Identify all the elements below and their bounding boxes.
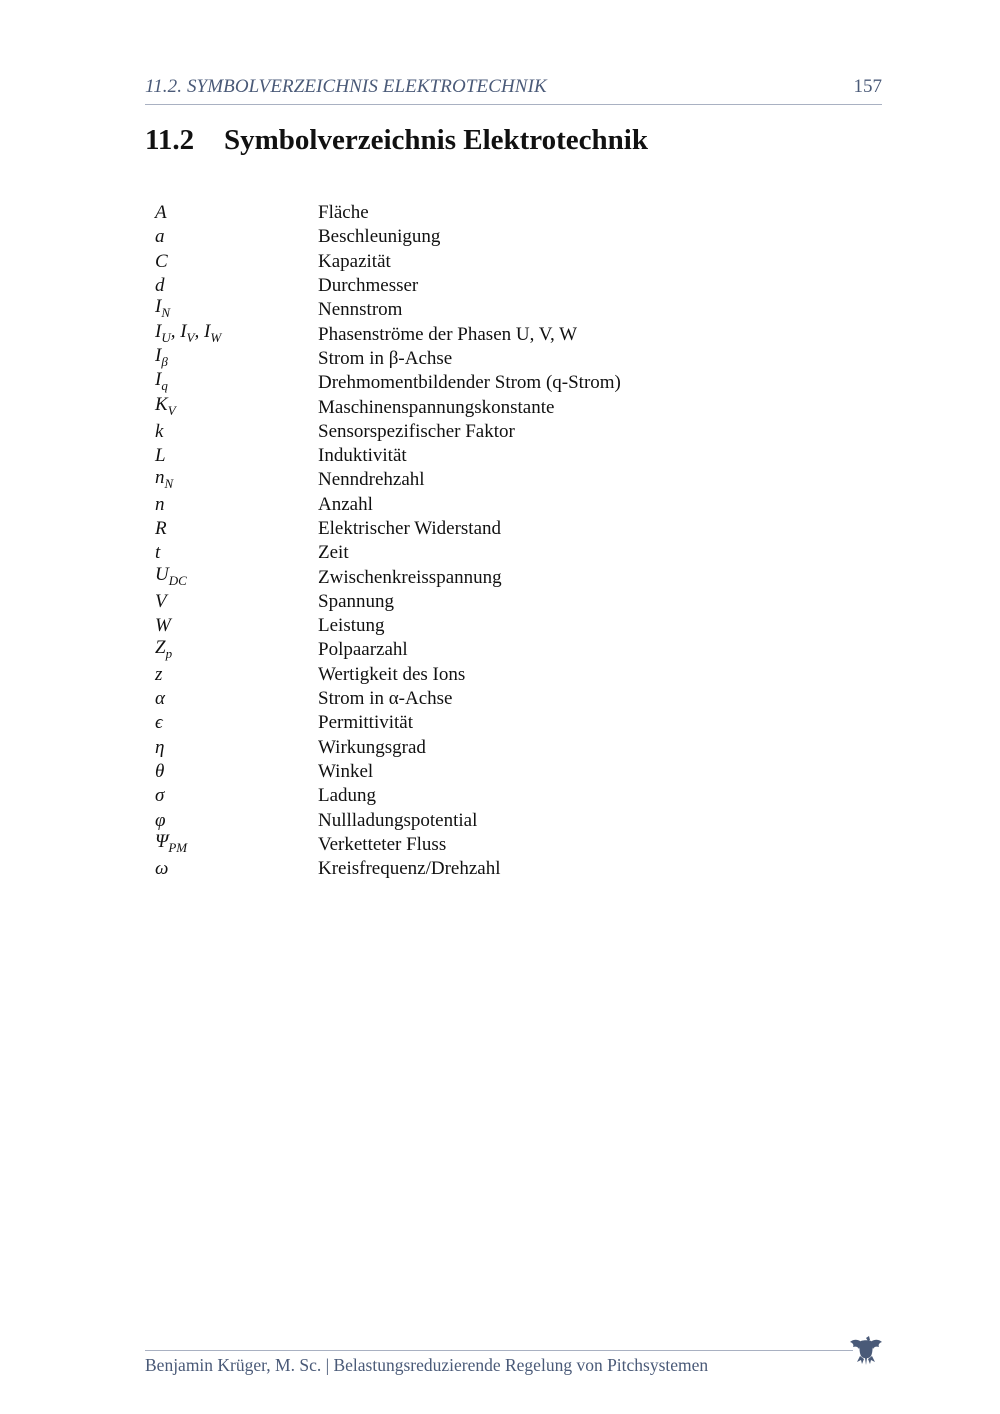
symbol-description: Induktivität: [318, 445, 407, 467]
symbol: $U_{DC}$: [155, 563, 187, 588]
footer-text: Benjamin Krüger, M. Sc. | Belastungsreduzierende Regelung von Pitchsystemen: [145, 1355, 709, 1375]
symbol-row: [155, 711, 855, 735]
symbol-row: [155, 638, 855, 662]
symbol: R: [155, 518, 167, 539]
symbol: t: [155, 542, 161, 564]
symbol-description: Ladung: [318, 785, 377, 807]
symbol: W: [155, 615, 171, 637]
symbol: n: [155, 493, 165, 515]
symbol: z: [155, 663, 163, 685]
symbol-description: Anzahl: [318, 493, 373, 515]
symbol-description: Durchmesser: [318, 275, 419, 297]
symbol-description: Sensorspezifischer Faktor: [318, 420, 515, 442]
symbol-row: [155, 395, 855, 419]
symbol: a: [155, 226, 165, 248]
symbol-description: Polpaarzahl: [318, 639, 408, 661]
symbol-row: [155, 830, 855, 857]
symbol-row: [155, 590, 855, 614]
symbol-row: [155, 420, 855, 444]
symbol-description: Fläche: [318, 202, 369, 224]
symbol: φ: [155, 809, 166, 831]
symbol-row: [155, 225, 855, 249]
symbol-description: Wirkungsgrad: [318, 736, 426, 758]
symbol-description: Verketteter Fluss: [318, 833, 447, 855]
symbol-row: [155, 784, 855, 808]
symbol-row: [155, 857, 855, 881]
symbol-description: Kapazität: [318, 250, 391, 272]
symbol: α: [155, 688, 165, 710]
symbol: C: [155, 250, 168, 272]
symbol: V: [155, 590, 167, 612]
symbol-row: [155, 663, 855, 687]
section-number: 11.2: [145, 124, 195, 156]
symbol-row: [155, 250, 855, 274]
symbol: $\Psi_{PM}$: [155, 830, 188, 855]
symbol: $I_U$, $I_V$, $I_W$: [155, 320, 222, 345]
symbol-description: Phasenströme der Phasen U, V, W: [318, 323, 578, 345]
running-title: 11.2. SYMBOLVERZEICHNIS ELEKTROTECHNIK: [145, 76, 547, 97]
symbol-row: [155, 468, 855, 492]
symbol-description: Nennstrom: [318, 299, 403, 321]
symbol-description: Maschinenspannungskonstante: [318, 396, 555, 418]
symbol-row: [155, 736, 855, 760]
symbol: A: [155, 202, 167, 224]
symbol-description: Winkel: [318, 760, 374, 782]
section-title: Symbolverzeichnis Elektrotechnik: [224, 124, 648, 156]
symbol: ϵ: [155, 712, 163, 734]
symbol-description: Spannung: [318, 590, 394, 612]
symbol-description: Strom in β-Achse: [318, 347, 453, 369]
symbol-table: [155, 201, 855, 881]
symbol-description: Wertigkeit des Ions: [318, 663, 466, 685]
symbol-description: Leistung: [318, 615, 385, 637]
symbol: ω: [155, 858, 169, 880]
symbol: σ: [155, 785, 165, 807]
symbol-description: Strom in α-Achse: [318, 688, 453, 710]
symbol-description: Drehmomentbildender Strom (q-Strom): [318, 372, 621, 394]
heraldic-eagle-icon: [848, 1332, 884, 1368]
running-header: [145, 76, 882, 105]
symbol: $I_\beta$: [155, 345, 168, 369]
symbol-description: Beschleunigung: [318, 226, 441, 248]
symbol-description: Elektrischer Widerstand: [318, 518, 502, 539]
symbol: $Z_p$: [155, 636, 173, 661]
symbol: $K_V$: [155, 393, 176, 418]
symbol: θ: [155, 760, 165, 782]
symbol: $I_N$: [155, 296, 170, 321]
symbol: L: [155, 445, 166, 467]
symbol-description: Permittivität: [318, 712, 413, 734]
symbol-row: [155, 517, 855, 541]
symbol-description: Zwischenkreisspannung: [318, 566, 502, 588]
section-heading: [145, 124, 648, 157]
footer-rule: [145, 1350, 853, 1351]
symbol: $I_q$: [155, 369, 168, 394]
symbol-description: Nenndrehzahl: [318, 469, 425, 491]
symbol-description: Kreisfrequenz/Drehzahl: [318, 858, 501, 880]
symbol-row: [155, 687, 855, 711]
symbol: k: [155, 420, 164, 442]
symbol-description: Nullladungspotential: [318, 809, 478, 831]
symbol-row: [155, 565, 855, 589]
symbol: d: [155, 275, 165, 297]
symbol: η: [155, 736, 165, 758]
symbol: $n_N$: [155, 466, 174, 491]
symbol-description: Zeit: [318, 542, 349, 564]
symbol-row: [155, 201, 855, 225]
page-number: 157: [853, 76, 882, 97]
symbol-row: [155, 760, 855, 784]
symbol-row: [155, 493, 855, 517]
